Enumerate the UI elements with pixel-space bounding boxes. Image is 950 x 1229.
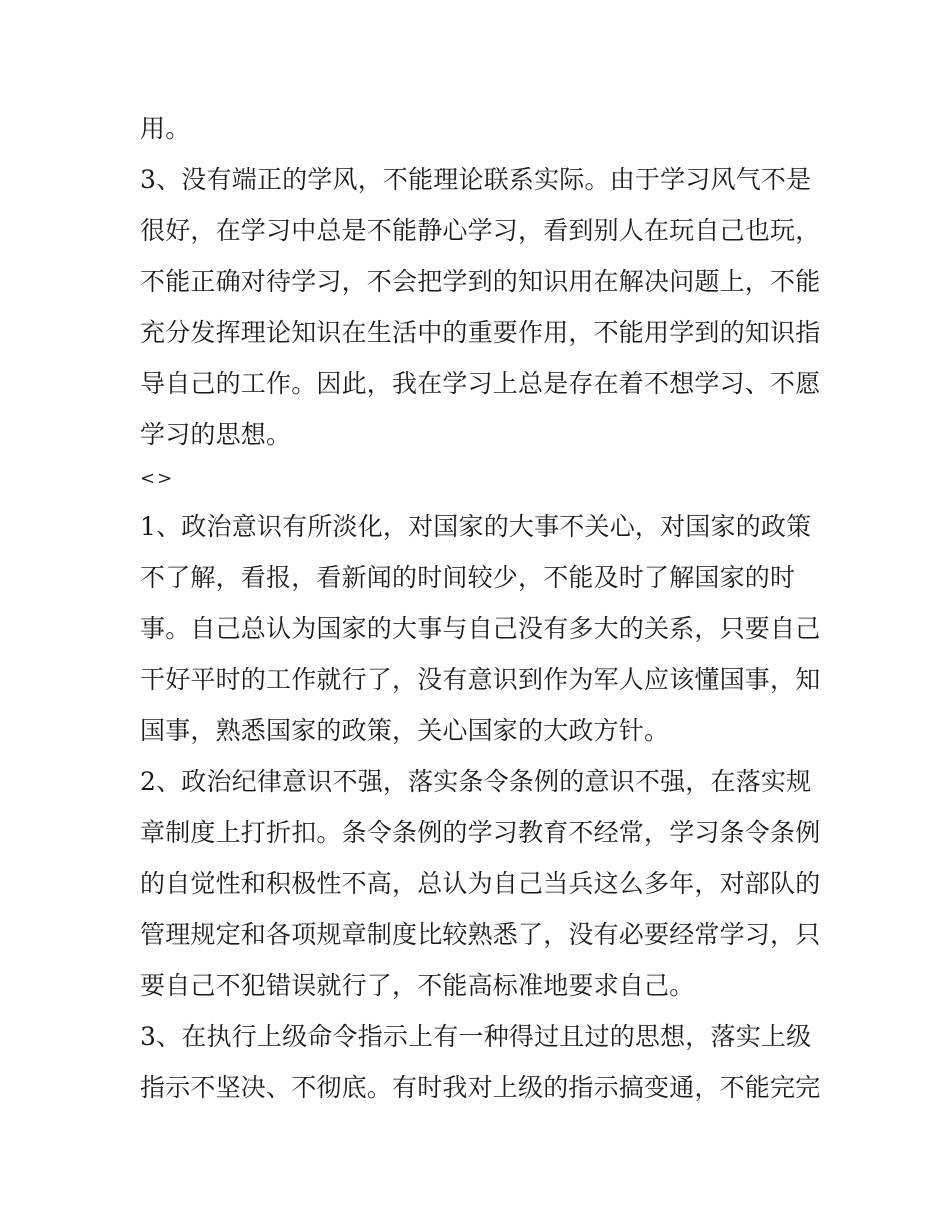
- text-line: 2、政治纪律意识不强，落实条令条例的意识不强，在落实规: [140, 767, 812, 796]
- text-line: 3、没有端正的学风，不能理论联系实际。由于学习风气不是: [140, 165, 812, 194]
- text-line: 充分发挥理论知识在生活中的重要作用，不能用学到的知识指: [140, 318, 821, 347]
- text-line: 1、政治意识有所淡化，对国家的大事不关心，对国家的政策: [140, 512, 812, 541]
- section-marker: <>: [140, 468, 175, 489]
- text-line: 很好，在学习中总是不能静心学习，看到别人在玩自己也玩，: [140, 216, 821, 245]
- text-line: 干好平时的工作就行了，没有意识到作为军人应该懂国事，知: [140, 665, 821, 694]
- text-line: 章制度上打折扣。条令条例的学习教育不经常，学习条令条例: [140, 818, 821, 847]
- text-line: 导自己的工作。因此，我在学习上总是存在着不想学习、不愿: [140, 369, 821, 398]
- text-line: 不能正确对待学习，不会把学到的知识用在解决问题上，不能: [140, 267, 821, 296]
- text-line: 的自觉性和积极性不高，总认为自己当兵这么多年，对部队的: [140, 869, 821, 898]
- text-line: 指示不坚决、不彻底。有时我对上级的指示搞变通，不能完完: [140, 1073, 821, 1102]
- text-line: 管理规定和各项规章制度比较熟悉了，没有必要经常学习，只: [140, 920, 821, 949]
- text-line: 事。自己总认为国家的大事与自己没有多大的关系，只要自己: [140, 614, 821, 643]
- text-line: 学习的思想。: [140, 420, 292, 449]
- text-line: 要自己不犯错误就行了，不能高标准地要求自己。: [140, 971, 695, 1000]
- text-line: 3、在执行上级命令指示上有一种得过且过的思想，落实上级: [140, 1022, 812, 1051]
- text-line: 国事，熟悉国家的政策，关心国家的大政方针。: [140, 716, 670, 745]
- text-line: 不了解，看报，看新闻的时间较少，不能及时了解国家的时: [140, 563, 796, 592]
- text-line: 用。: [140, 114, 191, 143]
